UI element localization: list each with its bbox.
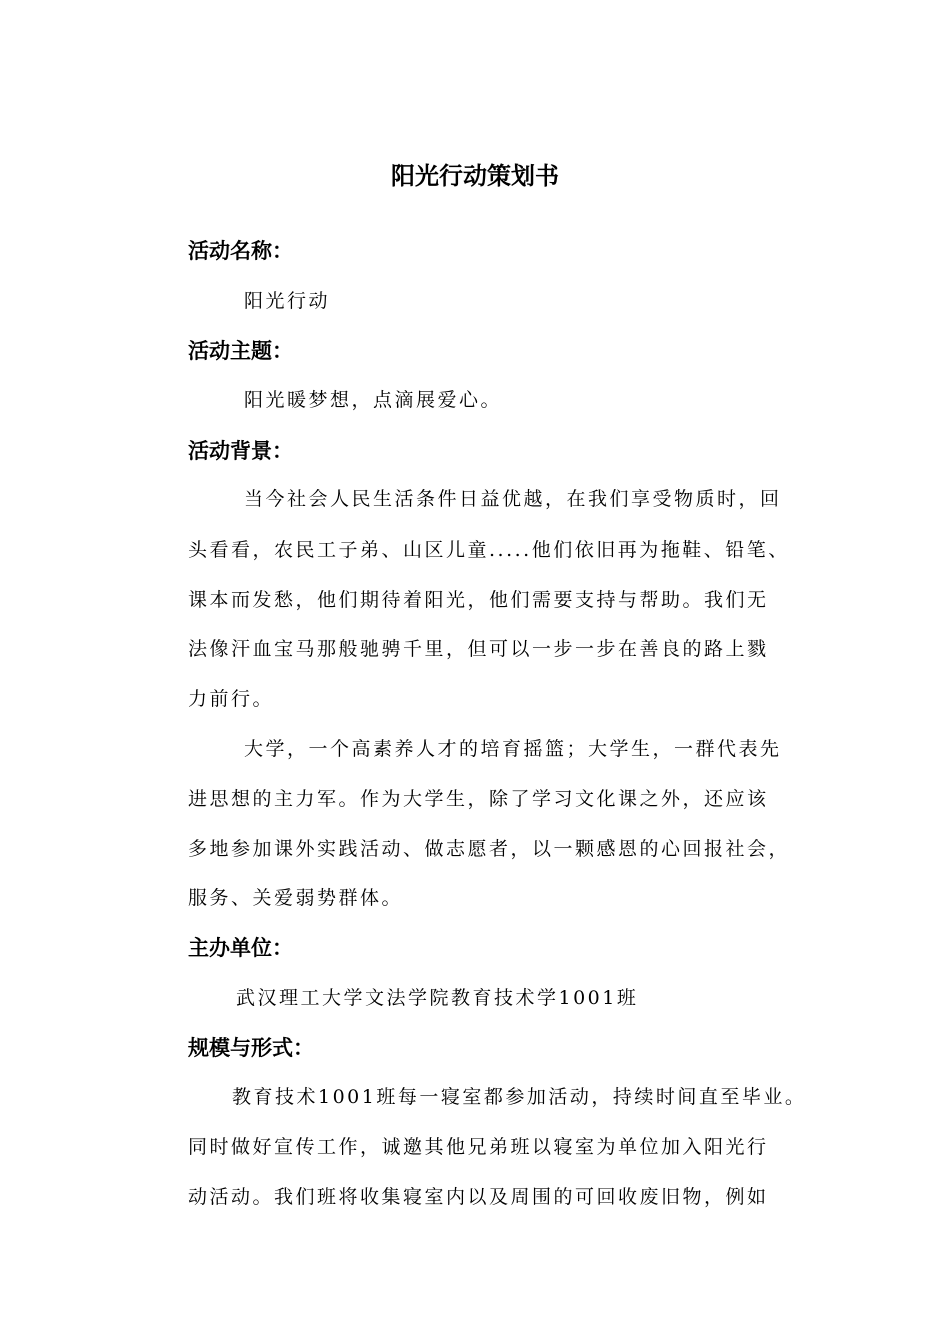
activity-name-text: 阳光行动 bbox=[244, 290, 331, 312]
background-line: 大学，一个高素养人才的培育摇篮；大学生，一群代表先 bbox=[244, 738, 782, 760]
background-line: 服务、关爱弱势群体。 bbox=[188, 887, 404, 909]
scale-form-line: 同时做好宣传工作，诚邀其他兄弟班以寝室为单位加入阳光行 bbox=[188, 1136, 769, 1158]
activity-theme-text: 阳光暖梦想，点滴展爱心。 bbox=[244, 389, 503, 411]
section-heading-activity-background: 活动背景： bbox=[188, 439, 293, 463]
background-line: 当今社会人民生活条件日益优越，在我们享受物质时，回 bbox=[244, 488, 782, 510]
section-heading-organizer: 主办单位： bbox=[188, 936, 293, 960]
section-heading-activity-name: 活动名称： bbox=[188, 239, 293, 263]
background-line: 法像汗血宝马那般驰骋千里，但可以一步一步在善良的路上戮 bbox=[188, 638, 769, 660]
background-line: 力前行。 bbox=[188, 688, 275, 710]
organizer-text: 武汉理工大学文法学院教育技术学1001班 bbox=[236, 987, 639, 1009]
section-heading-scale-and-form: 规模与形式： bbox=[188, 1036, 314, 1060]
background-line: 课本而发愁，他们期待着阳光，他们需要支持与帮助。我们无 bbox=[188, 589, 769, 611]
background-line: 多地参加课外实践活动、做志愿者，以一颗感恩的心回报社会， bbox=[188, 838, 791, 860]
scale-form-line: 教育技术1001班每一寝室都参加活动，持续时间直至毕业。 bbox=[232, 1086, 807, 1108]
background-line: 进思想的主力军。作为大学生，除了学习文化课之外，还应该 bbox=[188, 788, 769, 810]
section-heading-activity-theme: 活动主题： bbox=[188, 339, 293, 363]
scale-form-line: 动活动。我们班将收集寝室内以及周围的可回收废旧物，例如 bbox=[188, 1186, 769, 1208]
background-line: 头看看，农民工子弟、山区儿童.....他们依旧再为拖鞋、铅笔、 bbox=[188, 539, 790, 561]
document-title: 阳光行动策划书 bbox=[391, 162, 559, 190]
